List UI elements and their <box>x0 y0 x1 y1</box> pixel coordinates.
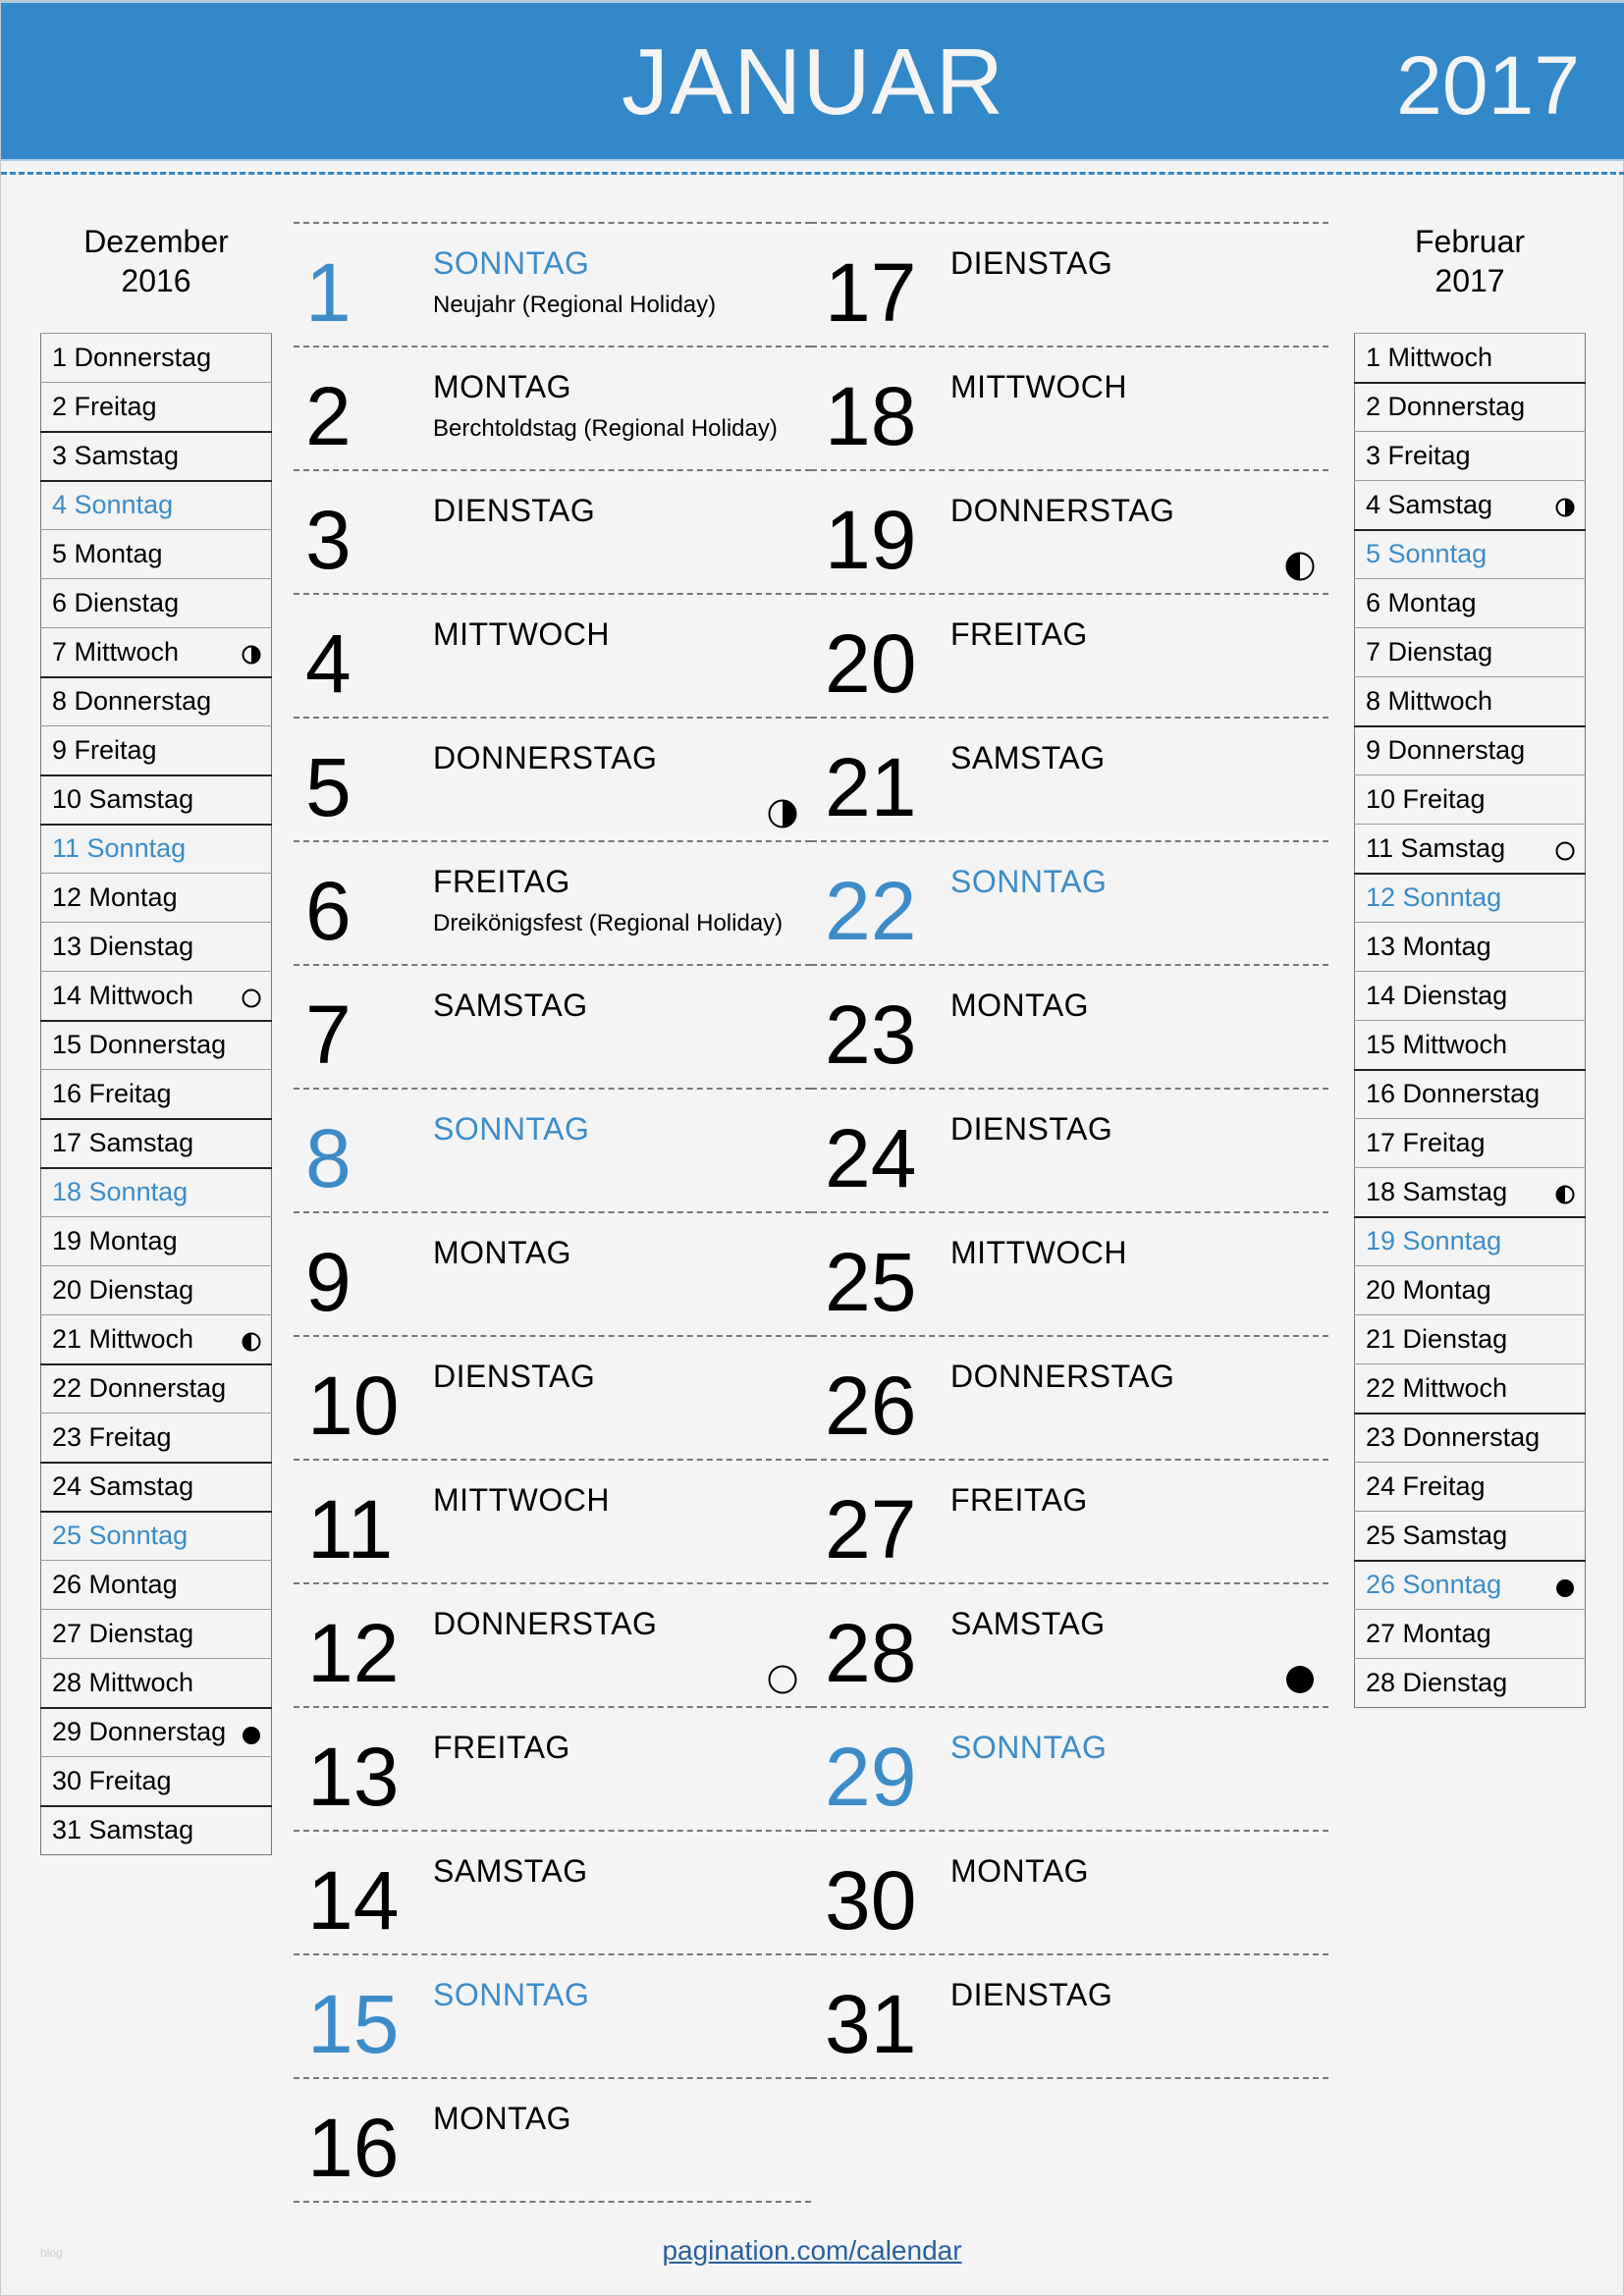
holiday-label: Berchtoldstag (Regional Holiday) <box>433 415 778 442</box>
day-number: 17 <box>825 246 917 339</box>
weekday-label: SONNTAG <box>433 245 590 281</box>
moon-new-icon <box>242 1726 261 1745</box>
day-label: 17 Freitag <box>1366 1128 1486 1157</box>
moon-first-quarter-icon <box>1555 498 1575 517</box>
day-label: 12 Sonntag <box>1366 882 1502 913</box>
prev-month-day <box>41 481 272 530</box>
day-label: 15 Mittwoch <box>1366 1029 1508 1059</box>
day-entry <box>294 593 811 717</box>
prev-month-day <box>41 1610 272 1659</box>
day-label: 16 Freitag <box>52 1078 172 1108</box>
month-title: JANUAR <box>621 29 1005 134</box>
day-number: 19 <box>825 494 917 586</box>
day-label: 25 Sonntag <box>52 1521 189 1551</box>
day-label: 27 Dienstag <box>52 1619 194 1648</box>
weekday-label: SAMSTAG <box>433 988 588 1023</box>
prev-month-day <box>41 726 272 775</box>
day-number: 18 <box>825 370 917 462</box>
day-label: 6 Montag <box>1366 588 1477 617</box>
day-label: 8 Donnerstag <box>52 686 212 717</box>
prev-month-day <box>41 579 272 628</box>
day-label: 9 Donnerstag <box>1366 735 1526 766</box>
day-label: 7 Mittwoch <box>52 636 180 667</box>
prev-month-day <box>41 1266 272 1315</box>
day-number: 12 <box>307 1607 400 1699</box>
prev-month-day <box>41 1364 272 1414</box>
day-entry <box>811 717 1328 840</box>
weekday-label: SONNTAG <box>433 1977 590 2012</box>
dashed-divider <box>294 2201 811 2203</box>
prev-month-day <box>41 1315 272 1364</box>
prev-month-day <box>41 1561 272 1610</box>
day-entry <box>294 2077 811 2201</box>
day-number: 5 <box>305 741 352 833</box>
next-month-day <box>1355 677 1586 726</box>
weekday-label: MONTAG <box>950 1853 1090 1889</box>
prev-month-day <box>41 1217 272 1266</box>
year-title: 2017 <box>1396 39 1580 132</box>
day-label: 26 Sonntag <box>1366 1570 1502 1600</box>
day-number: 27 <box>825 1483 917 1575</box>
day-entry <box>294 1582 811 1706</box>
day-label: 27 Montag <box>1366 1619 1491 1648</box>
day-entry <box>811 346 1328 469</box>
day-label: 2 Donnerstag <box>1366 392 1526 422</box>
day-label: 24 Freitag <box>1366 1471 1486 1501</box>
day-entry <box>811 1335 1328 1459</box>
weekday-label: DIENSTAG <box>950 1111 1113 1147</box>
day-label: 6 Dienstag <box>52 588 180 617</box>
day-number: 21 <box>825 741 917 833</box>
next-month-day <box>1355 1659 1586 1708</box>
days-column-1 <box>294 222 811 2203</box>
day-entry <box>294 469 811 593</box>
day-number: 7 <box>305 988 352 1081</box>
prev-month-day <box>41 1463 272 1512</box>
day-label: 18 Sonntag <box>52 1177 189 1207</box>
next-month-day <box>1355 1266 1586 1315</box>
prev-month-day <box>41 1757 272 1806</box>
day-number: 23 <box>825 988 917 1081</box>
day-number: 6 <box>305 865 352 957</box>
day-number: 31 <box>825 1978 917 2070</box>
day-number: 13 <box>307 1731 400 1823</box>
day-entry <box>294 1706 811 1830</box>
day-label: 1 Mittwoch <box>1366 342 1493 372</box>
weekday-label: FREITAG <box>950 616 1088 652</box>
weekday-label: MONTAG <box>950 988 1090 1023</box>
prev-month-day <box>41 1414 272 1463</box>
weekday-label: SONNTAG <box>950 864 1108 899</box>
day-number: 28 <box>825 1607 917 1699</box>
day-label: 19 Montag <box>52 1226 178 1255</box>
day-label: 2 Freitag <box>52 391 157 421</box>
next-month-table <box>1354 333 1586 1708</box>
day-label: 28 Mittwoch <box>52 1667 194 1697</box>
next-month-day <box>1355 530 1586 579</box>
day-label: 23 Donnerstag <box>1366 1422 1541 1453</box>
holiday-label: Dreikönigsfest (Regional Holiday) <box>433 910 784 936</box>
day-entry <box>811 593 1328 717</box>
day-label: 12 Montag <box>52 882 178 912</box>
next-month-day <box>1355 1315 1586 1364</box>
weekday-label: DONNERSTAG <box>950 1359 1175 1394</box>
day-entry <box>811 1706 1328 1830</box>
moon-new-icon <box>1285 1665 1315 1694</box>
next-month-day <box>1355 1070 1586 1119</box>
weekday-label: SAMSTAG <box>433 1853 588 1889</box>
weekday-label: DIENSTAG <box>433 493 596 528</box>
next-month-day <box>1355 923 1586 972</box>
day-label: 23 Freitag <box>52 1421 172 1452</box>
day-label: 13 Dienstag <box>52 932 194 961</box>
next-month-day <box>1355 432 1586 481</box>
prev-month-day <box>41 432 272 481</box>
watermark: blog <box>40 2246 63 2260</box>
day-number: 25 <box>825 1236 917 1328</box>
next-month-day <box>1355 1561 1586 1610</box>
weekday-label: FREITAG <box>433 1730 570 1765</box>
weekday-label: FREITAG <box>950 1482 1088 1518</box>
day-entry <box>294 717 811 840</box>
day-label: 26 Montag <box>52 1570 178 1599</box>
next-month-day <box>1355 1414 1586 1463</box>
day-entry <box>294 1459 811 1582</box>
weekday-label: MITTWOCH <box>433 1482 610 1518</box>
day-number: 1 <box>305 246 352 339</box>
next-month-day <box>1355 825 1586 874</box>
day-label: 4 Sonntag <box>52 490 174 520</box>
weekday-label: DONNERSTAG <box>433 740 658 775</box>
prev-month-day <box>41 628 272 677</box>
day-label: 21 Mittwoch <box>52 1323 194 1354</box>
next-month-title: Februar 2017 <box>1414 224 1526 298</box>
dashed-divider <box>811 2077 1328 2079</box>
prev-month-day <box>41 923 272 972</box>
prev-month-day <box>41 530 272 579</box>
day-label: 21 Dienstag <box>1366 1324 1508 1354</box>
weekday-label: DIENSTAG <box>950 1977 1113 2012</box>
footer-link[interactable]: pagination.com/calendar <box>662 2235 962 2266</box>
day-number: 20 <box>825 617 917 710</box>
next-month-day <box>1355 334 1586 383</box>
day-label: 16 Donnerstag <box>1366 1079 1541 1109</box>
prev-month-day <box>41 1168 272 1217</box>
weekday-label: SONNTAG <box>950 1730 1108 1765</box>
moon-last-quarter-icon <box>1555 1185 1575 1204</box>
next-month-day <box>1355 1610 1586 1659</box>
moon-last-quarter-icon <box>242 1332 261 1352</box>
day-label: 14 Mittwoch <box>52 980 194 1010</box>
weekday-label: FREITAG <box>433 864 570 899</box>
day-label: 5 Montag <box>52 539 163 568</box>
next-month-day <box>1355 874 1586 923</box>
day-entry <box>811 964 1328 1088</box>
day-entry <box>811 1211 1328 1335</box>
day-number: 3 <box>305 494 352 586</box>
day-label: 31 Samstag <box>52 1815 194 1845</box>
day-entry <box>811 1953 1328 2077</box>
weekday-label: MITTWOCH <box>950 369 1127 404</box>
day-label: 1 Donnerstag <box>52 343 212 372</box>
prev-month-day <box>41 972 272 1021</box>
day-number: 2 <box>305 370 352 462</box>
prev-month-day <box>41 1021 272 1070</box>
day-entry <box>811 1459 1328 1582</box>
day-entry <box>811 1088 1328 1211</box>
next-month-day <box>1355 1168 1586 1217</box>
day-label: 11 Samstag <box>1366 832 1506 863</box>
days-column-2 <box>811 222 1328 2079</box>
weekday-label: DONNERSTAG <box>433 1606 658 1641</box>
day-entry <box>294 1335 811 1459</box>
day-label: 3 Samstag <box>52 441 180 470</box>
month-header <box>1 1 1624 161</box>
day-entry <box>811 469 1328 593</box>
day-entry <box>811 1830 1328 1953</box>
day-label: 28 Dienstag <box>1366 1668 1508 1697</box>
moon-full-icon <box>1555 841 1575 861</box>
day-number: 15 <box>307 1978 400 2070</box>
moon-new-icon <box>1555 1578 1575 1598</box>
moon-first-quarter-icon <box>768 799 797 828</box>
day-entry <box>294 964 811 1088</box>
day-label: 20 Dienstag <box>52 1275 194 1305</box>
next-month-day <box>1355 726 1586 775</box>
day-entry <box>294 1211 811 1335</box>
prev-month-day <box>41 677 272 726</box>
weekday-label: DONNERSTAG <box>950 493 1175 528</box>
day-number: 26 <box>825 1360 917 1452</box>
weekday-label: MITTWOCH <box>433 616 610 652</box>
day-label: 22 Mittwoch <box>1366 1372 1508 1403</box>
day-label: 7 Dienstag <box>1366 637 1493 667</box>
day-entry <box>294 840 811 964</box>
weekday-label: DIENSTAG <box>950 245 1113 281</box>
day-entry <box>811 222 1328 346</box>
prev-month-day <box>41 1659 272 1708</box>
day-number: 14 <box>307 1854 400 1947</box>
day-label: 30 Freitag <box>52 1765 172 1795</box>
weekday-label: MONTAG <box>433 2101 572 2136</box>
prev-month-day <box>41 825 272 874</box>
day-entry <box>811 840 1328 964</box>
next-month-day <box>1355 579 1586 628</box>
prev-month-title: Dezember 2016 <box>83 224 229 298</box>
day-number: 4 <box>305 617 352 710</box>
weekday-label: SAMSTAG <box>950 1606 1106 1641</box>
day-label: 3 Freitag <box>1366 441 1471 470</box>
day-entry <box>294 222 811 346</box>
day-label: 20 Montag <box>1366 1275 1491 1305</box>
next-month-day <box>1355 1364 1586 1414</box>
day-number: 11 <box>307 1483 394 1575</box>
prev-month-day <box>41 334 272 383</box>
day-entry <box>294 1830 811 1953</box>
day-label: 29 Donnerstag <box>52 1717 227 1747</box>
day-number: 30 <box>825 1854 917 1947</box>
day-label: 13 Montag <box>1366 932 1491 961</box>
weekday-label: DIENSTAG <box>433 1359 596 1394</box>
day-number: 8 <box>305 1112 352 1204</box>
day-entry <box>294 346 811 469</box>
prev-month-day <box>41 1708 272 1757</box>
prev-month-day <box>41 1512 272 1561</box>
day-entry <box>294 1088 811 1211</box>
day-label: 4 Samstag <box>1366 489 1493 519</box>
next-month-day <box>1355 972 1586 1021</box>
day-label: 10 Freitag <box>1366 784 1486 814</box>
day-number: 29 <box>825 1731 917 1823</box>
prev-month-day <box>41 1070 272 1119</box>
day-number: 24 <box>825 1112 917 1204</box>
header-dashed-divider <box>1 172 1624 175</box>
next-month-day <box>1355 628 1586 677</box>
weekday-label: MONTAG <box>433 369 572 404</box>
prev-month-day <box>41 874 272 923</box>
day-number: 10 <box>307 1360 400 1452</box>
day-label: 14 Dienstag <box>1366 981 1508 1010</box>
day-label: 24 Samstag <box>52 1471 194 1501</box>
moon-full-icon <box>242 988 261 1008</box>
prev-month-day <box>41 775 272 825</box>
holiday-label: Neujahr (Regional Holiday) <box>433 292 717 318</box>
prev-month-day <box>41 1119 272 1168</box>
day-label: 25 Samstag <box>1366 1520 1508 1550</box>
next-month-day <box>1355 481 1586 530</box>
weekday-label: MONTAG <box>433 1235 572 1270</box>
day-label: 15 Donnerstag <box>52 1030 227 1060</box>
day-label: 11 Sonntag <box>52 833 187 864</box>
day-label: 5 Sonntag <box>1366 539 1488 569</box>
day-label: 18 Samstag <box>1366 1176 1508 1206</box>
day-entry <box>811 1582 1328 1706</box>
day-number: 9 <box>305 1236 352 1328</box>
prev-month-day <box>41 1806 272 1855</box>
prev-month-day <box>41 383 272 432</box>
day-label: 9 Freitag <box>52 734 157 765</box>
day-label: 22 Donnerstag <box>52 1373 227 1404</box>
weekday-label: SONNTAG <box>433 1111 590 1147</box>
weekday-label: MITTWOCH <box>950 1235 1127 1270</box>
day-label: 8 Mittwoch <box>1366 685 1493 716</box>
weekday-label: SAMSTAG <box>950 740 1106 775</box>
next-month-day <box>1355 1512 1586 1561</box>
next-month-day <box>1355 1217 1586 1266</box>
moon-last-quarter-icon <box>1285 552 1315 581</box>
day-number: 16 <box>307 2102 400 2194</box>
moon-full-icon <box>768 1665 797 1694</box>
next-month-day <box>1355 1463 1586 1512</box>
day-number: 22 <box>825 865 917 957</box>
next-month-day <box>1355 1021 1586 1070</box>
moon-first-quarter-icon <box>242 645 261 665</box>
day-label: 17 Samstag <box>52 1128 194 1157</box>
day-entry <box>294 1953 811 2077</box>
prev-month-table <box>40 333 272 1855</box>
next-month-day <box>1355 775 1586 825</box>
next-month-day <box>1355 383 1586 432</box>
day-label: 10 Samstag <box>52 784 194 814</box>
next-month-day <box>1355 1119 1586 1168</box>
day-label: 19 Sonntag <box>1366 1226 1502 1256</box>
